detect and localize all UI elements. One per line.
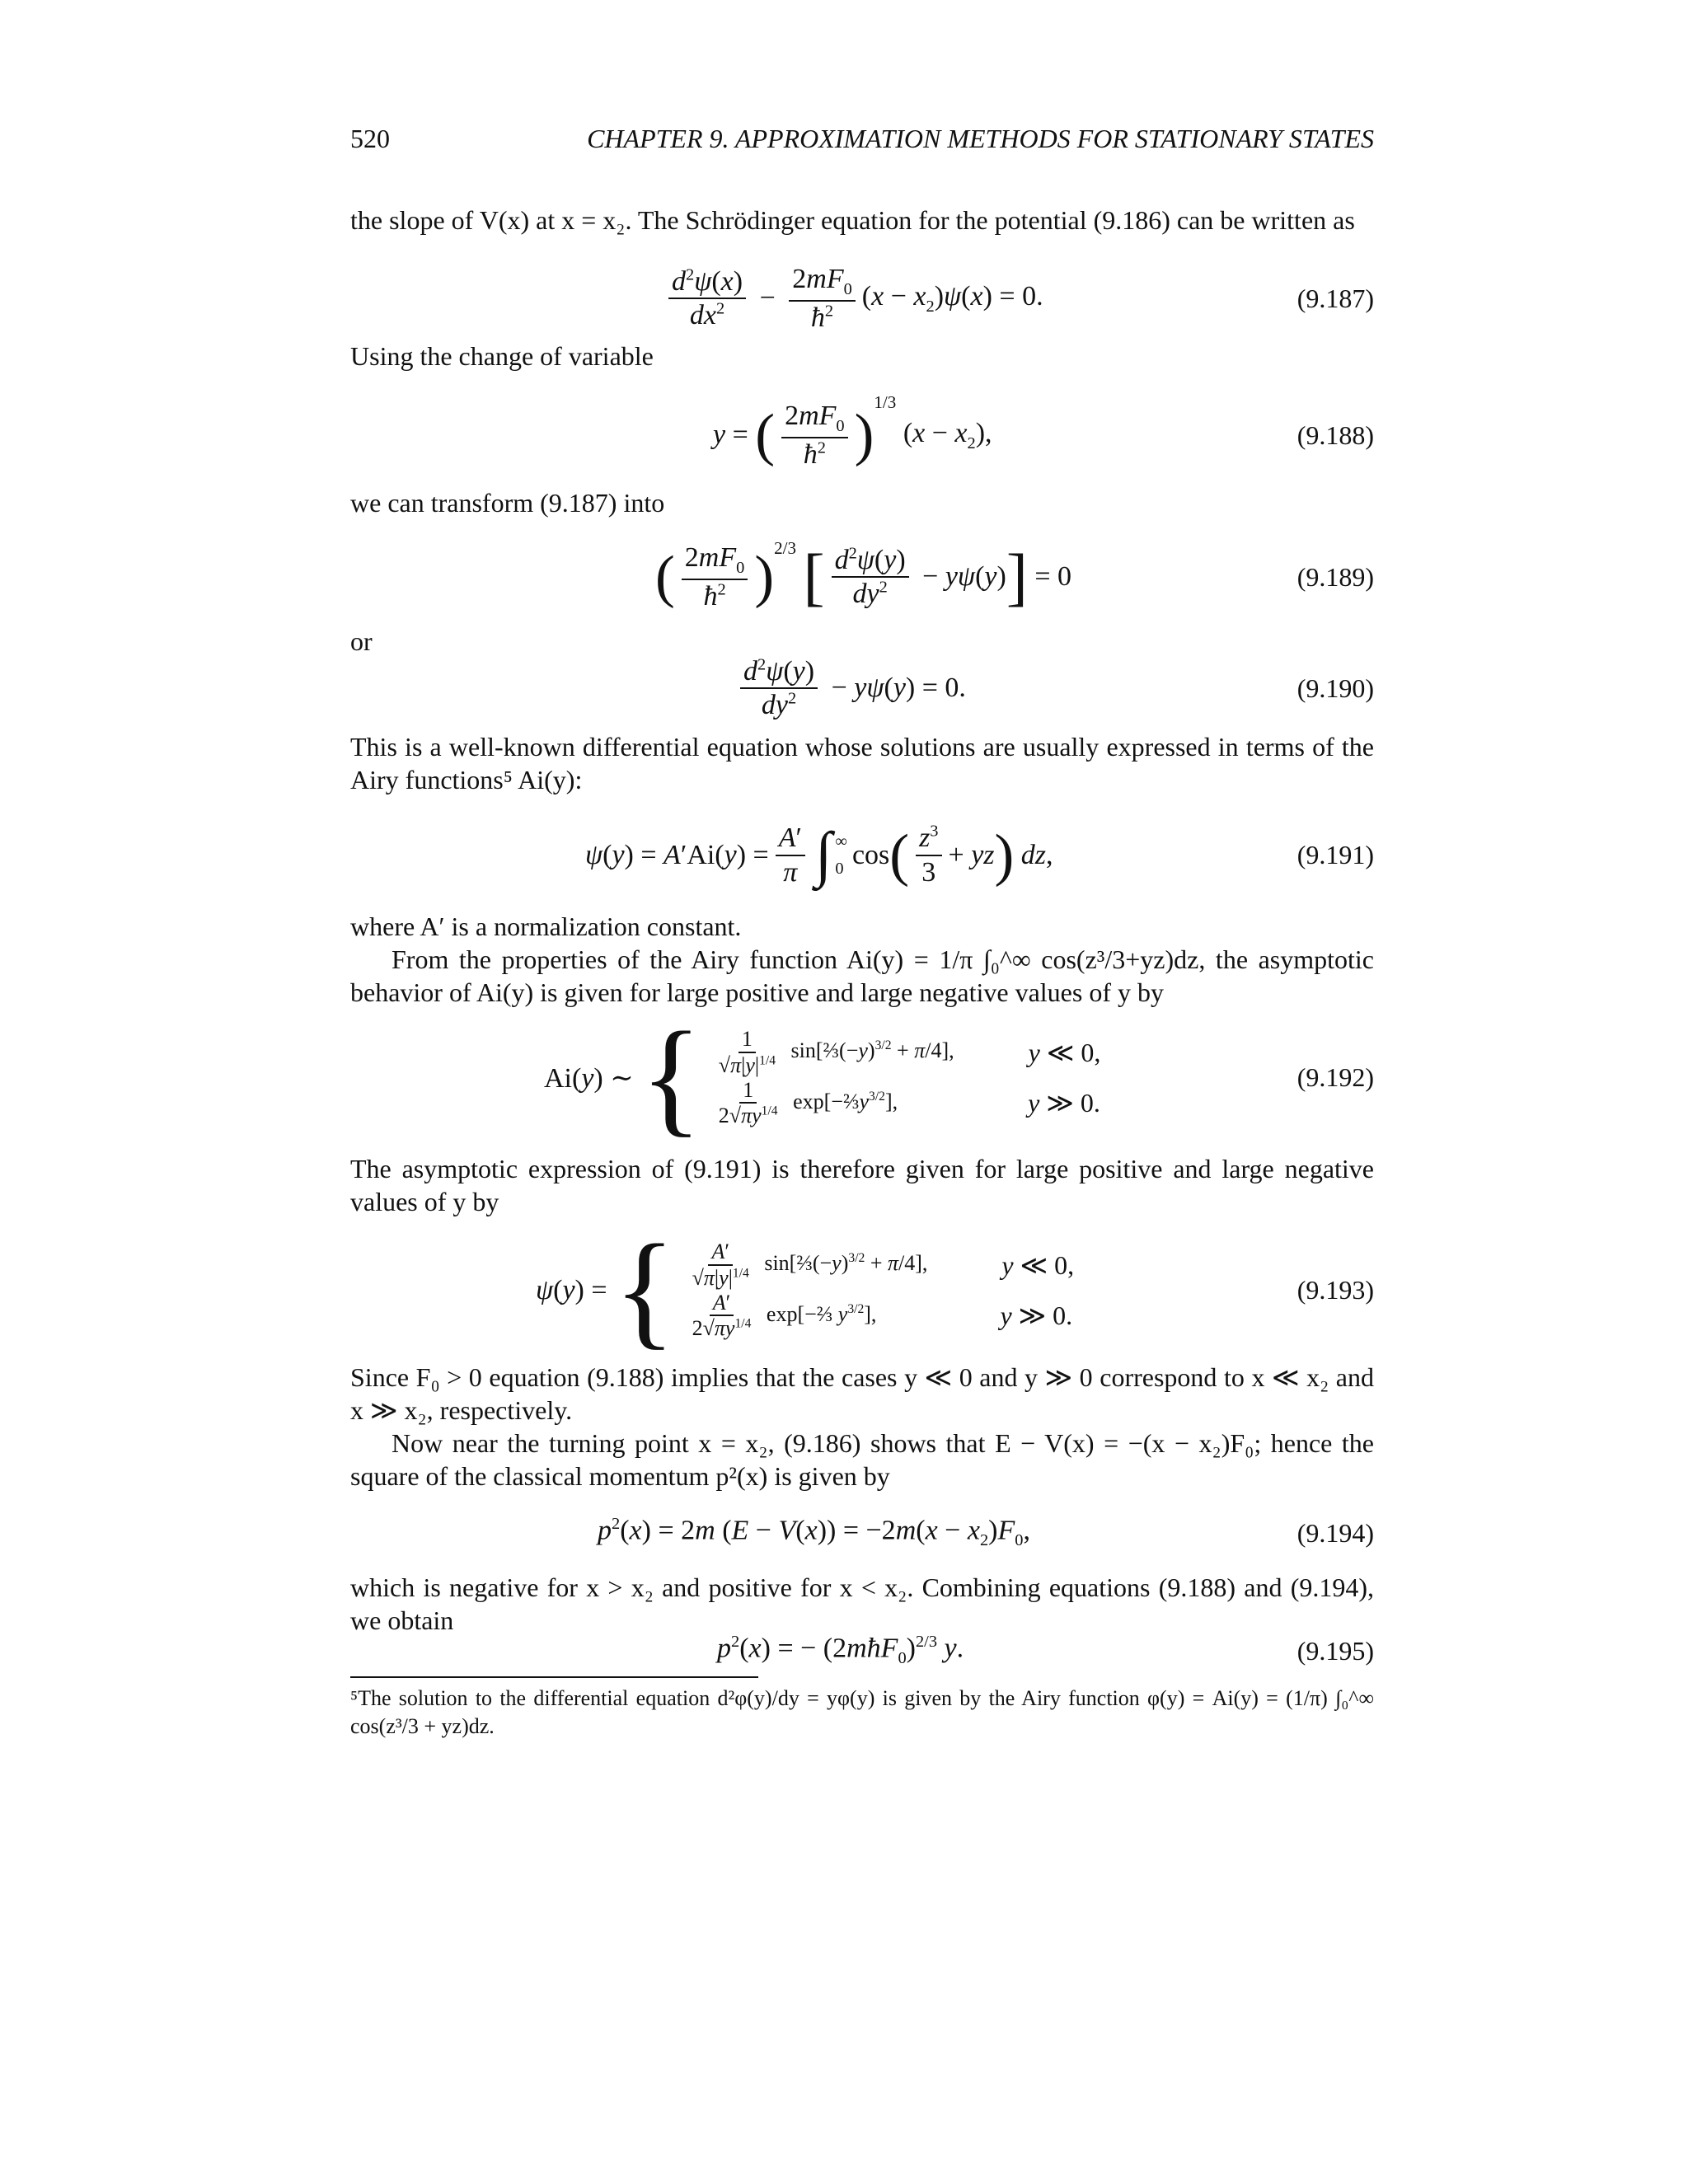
equation-9-189-body: ( $\frac{2mF_0}{ħ^2}$ ) 2/3 [ $\frac{d^2\psi(y)}{dy^2}$ − yψ(y) ] = 0 [655, 538, 1072, 612]
equation-number-9-194: (9.194) [1296, 1517, 1374, 1548]
equation-number-9-193: (9.193) [1296, 1275, 1374, 1305]
equation-number-9-195: (9.195) [1296, 1635, 1374, 1666]
equation-9-189 [350, 532, 1374, 622]
paragraph-2: Using the change of variable [350, 341, 654, 371]
equation-number-9-190: (9.190) [1296, 673, 1374, 703]
footnote-rule [350, 1676, 758, 1678]
equation-number-9-191: (9.191) [1296, 840, 1374, 869]
equation-9-195 [350, 1630, 1374, 1671]
equation-9-191-body: ψ(y) = A′Ai(y) = $\frac{A'}{\pi}$ ∫ ∞ 0 cos ( $\frac{z^3}{3}$ + yz ) dz, [585, 820, 1053, 889]
equation-9-190 [350, 647, 1374, 729]
equation-9-188-body: y = ( $\frac{2mF_0}{ħ^2}$ ) 1/3 $(x - x_2)$, [713, 392, 992, 470]
equation-9-192 [350, 1005, 1374, 1149]
footnote-5: ⁵The solution to the differential equation d²φ(y)/dy = yφ(y) is given by the Airy function φ(y) = Ai(y) = (1/π) ∫₀^∞ cos(z³/3 + yz)dz. [350, 1686, 1374, 1738]
paragraph-10: Now near the turning point x = x₂, (9.186) shows that E − V(x) = −(x − x₂)F₀; hence the square of the classical momentum p²(x) is given by [350, 1428, 1374, 1491]
running-header [350, 124, 1374, 165]
paragraph-7: From the properties of the Airy function Ai(y) = 1/π ∫₀^∞ cos(z³/3+yz)dz, the asymptotic behavior of Ai(y) is given for large positive and large negative values of y by [350, 944, 1374, 1007]
paragraph-11: which is negative for x > x₂ and positive for x < x₂. Combining equations (9.188) and (9.194), we obtain [350, 1572, 1374, 1635]
equation-number-9-188: (9.188) [1296, 419, 1374, 450]
paragraph-6: where A′ is a normalization constant. [350, 912, 742, 941]
paragraph-4: or [350, 626, 373, 656]
paragraph-3: we can transform (9.187) into [350, 488, 665, 518]
equation-9-193 [350, 1218, 1374, 1361]
equation-number-9-187: (9.187) [1296, 283, 1374, 313]
equation-9-194 [350, 1508, 1374, 1558]
equation-number-9-192: (9.192) [1296, 1062, 1374, 1092]
paragraph-5: This is a well-known differential equation whose solutions are usually expressed in terms of the Airy functions⁵ Ai(y): [350, 732, 1374, 794]
paragraph-8: The asymptotic expression of (9.191) is therefore given for large positive and large negative values of y by [350, 1154, 1374, 1216]
equation-9-194-body: $p^2(x) = 2m$ $(E - V(x)) = -2m(x - x_2)F_0$, [598, 1515, 1030, 1550]
page-number: 520 [350, 124, 390, 153]
equation-9-191 [350, 804, 1374, 907]
chapter-title: CHAPTER 9. APPROXIMATION METHODS FOR STATIONARY STATES [587, 124, 1374, 153]
equation-9-187-body: $\frac{d^2\psi(x)}{dx^2}$ − $\frac{2mF_0}{ħ^2}$ $(x - x_2)\psi(x) = 0$. [662, 257, 1043, 340]
paragraph-1: the slope of V(x) at x = x₂. The Schrödinger equation for the potential (9.186) can be written as [350, 205, 1355, 235]
paragraph-9: Since F₀ > 0 equation (9.188) implies that the cases y ≪ 0 and y ≫ 0 correspond to x ≪ x₂ and x ≫ x₂, respectively. [350, 1362, 1374, 1425]
equation-number-9-189: (9.189) [1296, 561, 1374, 592]
equation-9-188 [350, 386, 1374, 485]
equation-9-187 [350, 257, 1374, 340]
equation-9-192-body: Ai(y) ∼ { $\frac{1}{√\pi|y|^{1/4}}$ $\sin[\frac{2}{3}(-y)^{3/2} + \pi/4]$, y ≪ 0, $\frac{1}{2√\pi y^{1/4}}$ $\exp[-\frac{2}{3}y^{3/2}]$, y ≫ 0. [544, 1005, 1101, 1149]
equation-9-195-body: $p^2(x)$ = − (2mħF$_0$)$^{2/3}$ y. [717, 1633, 964, 1668]
equation-9-190-body: $\frac{d^2\psi(y)}{dy^2}$ − yψ(y) = 0. [734, 647, 966, 729]
equation-9-193-body: ψ(y) = { $\frac{A'}{√\pi|y|^{1/4}}$ $\sin[\frac{2}{3}(-y)^{3/2} + \pi/4]$, y ≪ 0, $\frac{A'}{2√\pi y^{1/4}}$ exp[−⅔ $y^{3/2}$], y ≫ 0. [536, 1218, 1075, 1361]
